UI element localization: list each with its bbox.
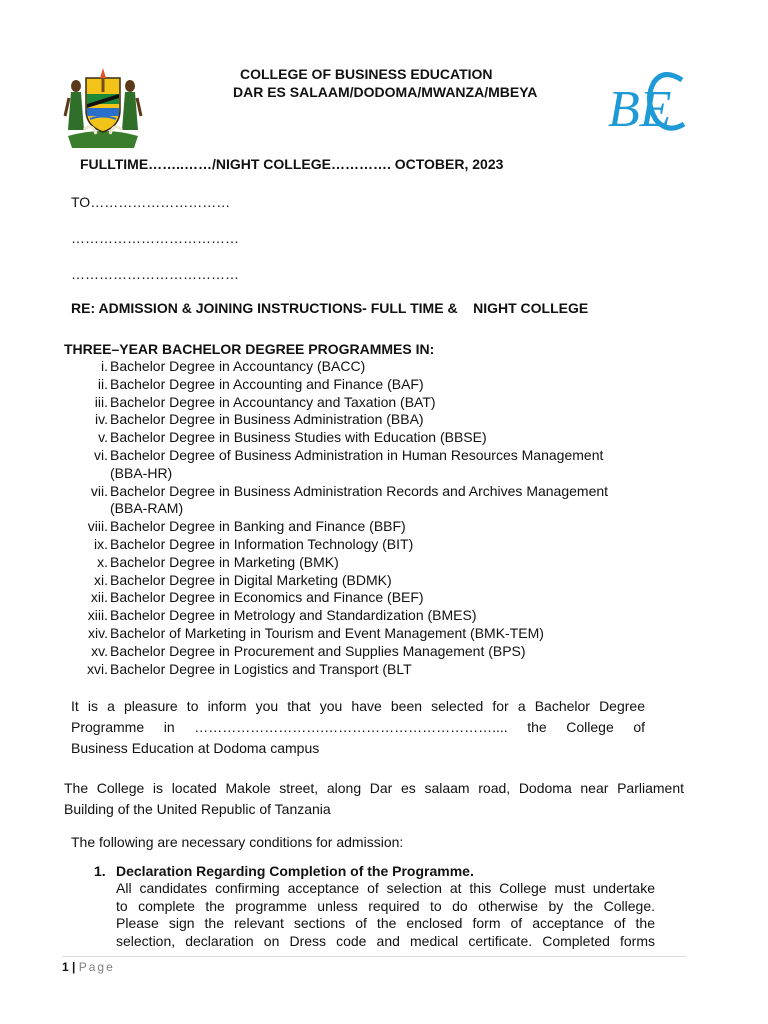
address-line-2: ……………………………… bbox=[71, 230, 239, 246]
page-footer bbox=[62, 959, 115, 976]
list-item-continuation: (BBA-RAM) bbox=[110, 500, 184, 517]
bce-logo bbox=[606, 66, 686, 138]
programmes-heading: THREE–YEAR BACHELOR DEGREE PROGRAMMES IN: bbox=[64, 341, 435, 357]
condition-1-block bbox=[116, 863, 655, 950]
selection-line-2: Programme in ……………………….……………………………….... the College of bbox=[71, 719, 645, 735]
selection-paragraph bbox=[71, 696, 645, 759]
list-item: xiii. Bachelor Degree in Metrology and Standardization (BMES) bbox=[87, 607, 477, 624]
list-item: iv. Bachelor Degree in Business Administration (BBA) bbox=[95, 411, 424, 428]
coat-of-arms-emblem bbox=[62, 64, 144, 150]
conditions-intro: The following are necessary conditions for admission: bbox=[71, 834, 404, 850]
list-item-continuation: (BBA-HR) bbox=[110, 464, 173, 481]
list-item: ix. Bachelor Degree in Information Technology (BIT) bbox=[94, 535, 414, 552]
address-line-3: ……………………………… bbox=[71, 266, 239, 282]
list-item: vii. Bachelor Degree in Business Administration Records and Archives Management bbox=[90, 482, 609, 499]
bce-logo-c-letter: C bbox=[606, 66, 607, 67]
programmes-list bbox=[64, 358, 664, 678]
condition-1-line-2: to complete the programme unless required to do otherwise by the College. bbox=[116, 897, 655, 914]
list-item: xii. Bachelor Degree in Economics and Finance (BEF) bbox=[90, 589, 424, 606]
condition-1-line-4: selection, declaration on Dress code and medical certificate. Completed forms bbox=[116, 932, 655, 949]
location-line-1: The College is located Makole street, along Dar es salaam road, Dodoma near Parliament bbox=[64, 780, 684, 796]
address-to-line: TO………………………… bbox=[71, 194, 231, 210]
list-item: vi. Bachelor Degree of Business Administration in Human Resources Management bbox=[94, 446, 604, 463]
footer-separator: | bbox=[72, 960, 76, 974]
campuses-heading: DAR ES SALAAM/DODOMA/MWANZA/MBEYA bbox=[233, 84, 538, 100]
location-paragraph bbox=[64, 778, 684, 820]
page-number: 1 bbox=[62, 960, 69, 974]
college-name-heading: COLLEGE OF BUSINESS EDUCATION bbox=[240, 66, 493, 82]
list-item: x. Bachelor Degree in Marketing (BMK) bbox=[97, 553, 339, 570]
list-item: ii. Bachelor Degree in Accounting and Finance (BAF) bbox=[97, 375, 424, 392]
condition-1-line-1: All candidates confirming acceptance of selection at this College must undertake bbox=[116, 880, 655, 896]
bce-logo-letters: BE bbox=[608, 81, 672, 138]
session-line: FULLTIME……..……/NIGHT COLLEGE…………. OCTOBER, 2023 bbox=[80, 156, 504, 172]
list-item: iii. Bachelor Degree in Accountancy and Taxation (BAT) bbox=[94, 393, 436, 410]
page-word: Page bbox=[78, 960, 115, 974]
list-item: xv. Bachelor Degree in Procurement and Supplies Management (BPS) bbox=[91, 642, 526, 659]
list-item: i. Bachelor Degree in Accountancy (BACC) bbox=[101, 358, 366, 374]
condition-1-line-3: Please sign the relevant sections of the enclosed form of acceptance of the bbox=[116, 915, 655, 932]
list-item: v. Bachelor Degree in Business Studies with Education (BBSE) bbox=[98, 429, 487, 446]
subject-line: RE: ADMISSION & JOINING INSTRUCTIONS- FULL TIME & NIGHT COLLEGE bbox=[71, 300, 589, 316]
condition-1-title: Declaration Regarding Completion of the Programme. bbox=[116, 863, 474, 879]
selection-line-3: Business Education at Dodoma campus bbox=[71, 740, 320, 756]
list-item: xiv. Bachelor of Marketing in Tourism and Event Management (BMK-TEM) bbox=[88, 624, 544, 641]
location-line-2: Building of the United Republic of Tanzania bbox=[64, 801, 331, 817]
selection-line-1: It is a pleasure to inform you that you have been selected for a Bachelor Degree bbox=[71, 698, 645, 714]
list-item: viii. Bachelor Degree in Banking and Finance (BBF) bbox=[87, 518, 406, 535]
footer-divider bbox=[62, 956, 686, 957]
list-item: xi. Bachelor Degree in Digital Marketing (BDMK) bbox=[94, 571, 392, 588]
list-item: xvi. Bachelor Degree in Logistics and Transport (BLT bbox=[87, 660, 412, 677]
condition-1-number: 1. bbox=[94, 863, 106, 879]
